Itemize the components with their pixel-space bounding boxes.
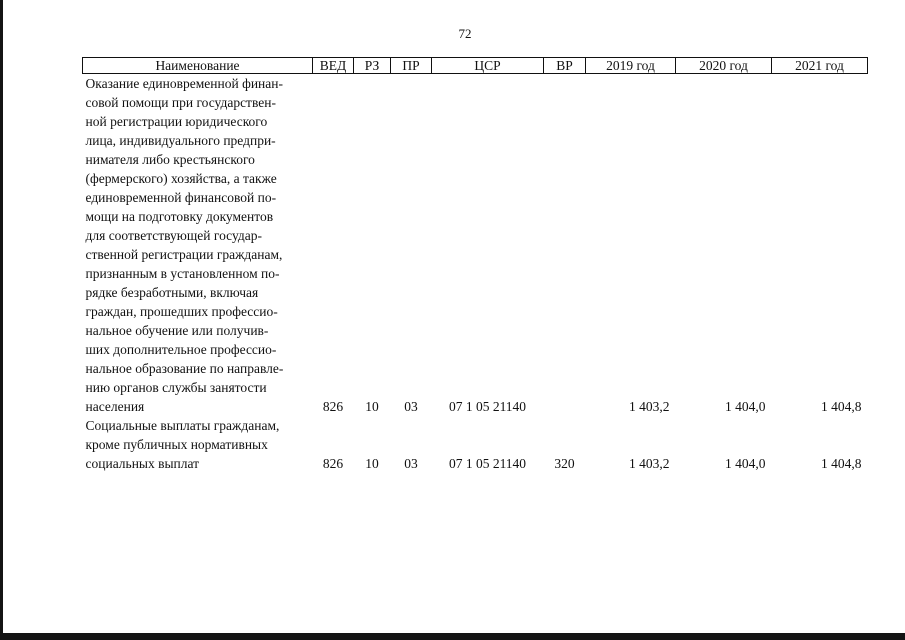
name-line: граждан, прошедших профессио- (85, 304, 278, 319)
cell-2020: 1 404,0 (725, 399, 766, 414)
name-line: нимателя либо крестьянского (85, 152, 255, 167)
header-csr: ЦСР (432, 58, 544, 74)
cell-vr: 320 (554, 456, 575, 471)
cell-2021: 1 404,8 (821, 399, 862, 414)
name-line: признанным в установленном по- (85, 266, 280, 281)
scan-left-border (0, 0, 3, 640)
page-number: 72 (458, 26, 472, 41)
name-line: социальных выплат (85, 456, 200, 471)
cell-rz: 10 (365, 456, 379, 471)
header-rz: РЗ (354, 58, 391, 74)
header-pr: ПР (391, 58, 432, 74)
cell-pr: 03 (404, 456, 418, 471)
header-2021: 2021 год (772, 58, 868, 74)
cell-2021: 1 404,8 (821, 456, 862, 471)
name-line: нальное обучение или получив- (85, 323, 269, 338)
cell-vr (544, 74, 586, 417)
name-line: Социальные выплаты гражданам, (85, 418, 280, 433)
header-vr: ВР (544, 58, 586, 74)
name-line: лица, индивидуального предпри- (85, 133, 276, 148)
budget-table (82, 57, 868, 473)
cell-pr: 03 (404, 399, 418, 414)
row-name (83, 416, 313, 473)
name-line: ной регистрации юридического (85, 114, 268, 129)
scan-bottom-border (0, 633, 905, 640)
name-line: ственной регистрации гражданам, (85, 247, 283, 262)
name-line: нальное образование по направле- (85, 361, 284, 376)
cell-ved: 826 (322, 399, 344, 414)
name-line: (фермерского) хозяйства, а также (85, 171, 277, 186)
cell-csr: 07 1 05 21140 (448, 399, 527, 414)
header-2020: 2020 год (676, 58, 772, 74)
name-line: мощи на подготовку документов (85, 209, 274, 224)
name-line: Оказание единовременной финан- (85, 76, 283, 91)
cell-rz: 10 (365, 399, 379, 414)
name-line: единовременной финансовой по- (85, 190, 277, 205)
header-ved: ВЕД (313, 58, 354, 74)
header-name: Наименование (83, 58, 313, 74)
cell-csr: 07 1 05 21140 (448, 456, 527, 471)
table-header-row (83, 58, 868, 74)
name-line: ших дополнительное профессио- (85, 342, 277, 357)
name-line: совой помощи при государствен- (85, 95, 276, 110)
table-row (83, 74, 868, 417)
name-line: нию органов службы занятости (85, 380, 267, 395)
name-line: для соответствующей государ- (85, 228, 262, 243)
cell-ved: 826 (322, 456, 344, 471)
name-line: рядке безработными, включая (85, 285, 259, 300)
header-2019: 2019 год (586, 58, 676, 74)
name-line: кроме публичных нормативных (85, 437, 268, 452)
table-row (83, 416, 868, 473)
cell-2020: 1 404,0 (725, 456, 766, 471)
row-name (83, 74, 313, 417)
cell-2019: 1 403,2 (629, 399, 670, 414)
cell-2019: 1 403,2 (629, 456, 670, 471)
name-line: населения (85, 399, 145, 414)
